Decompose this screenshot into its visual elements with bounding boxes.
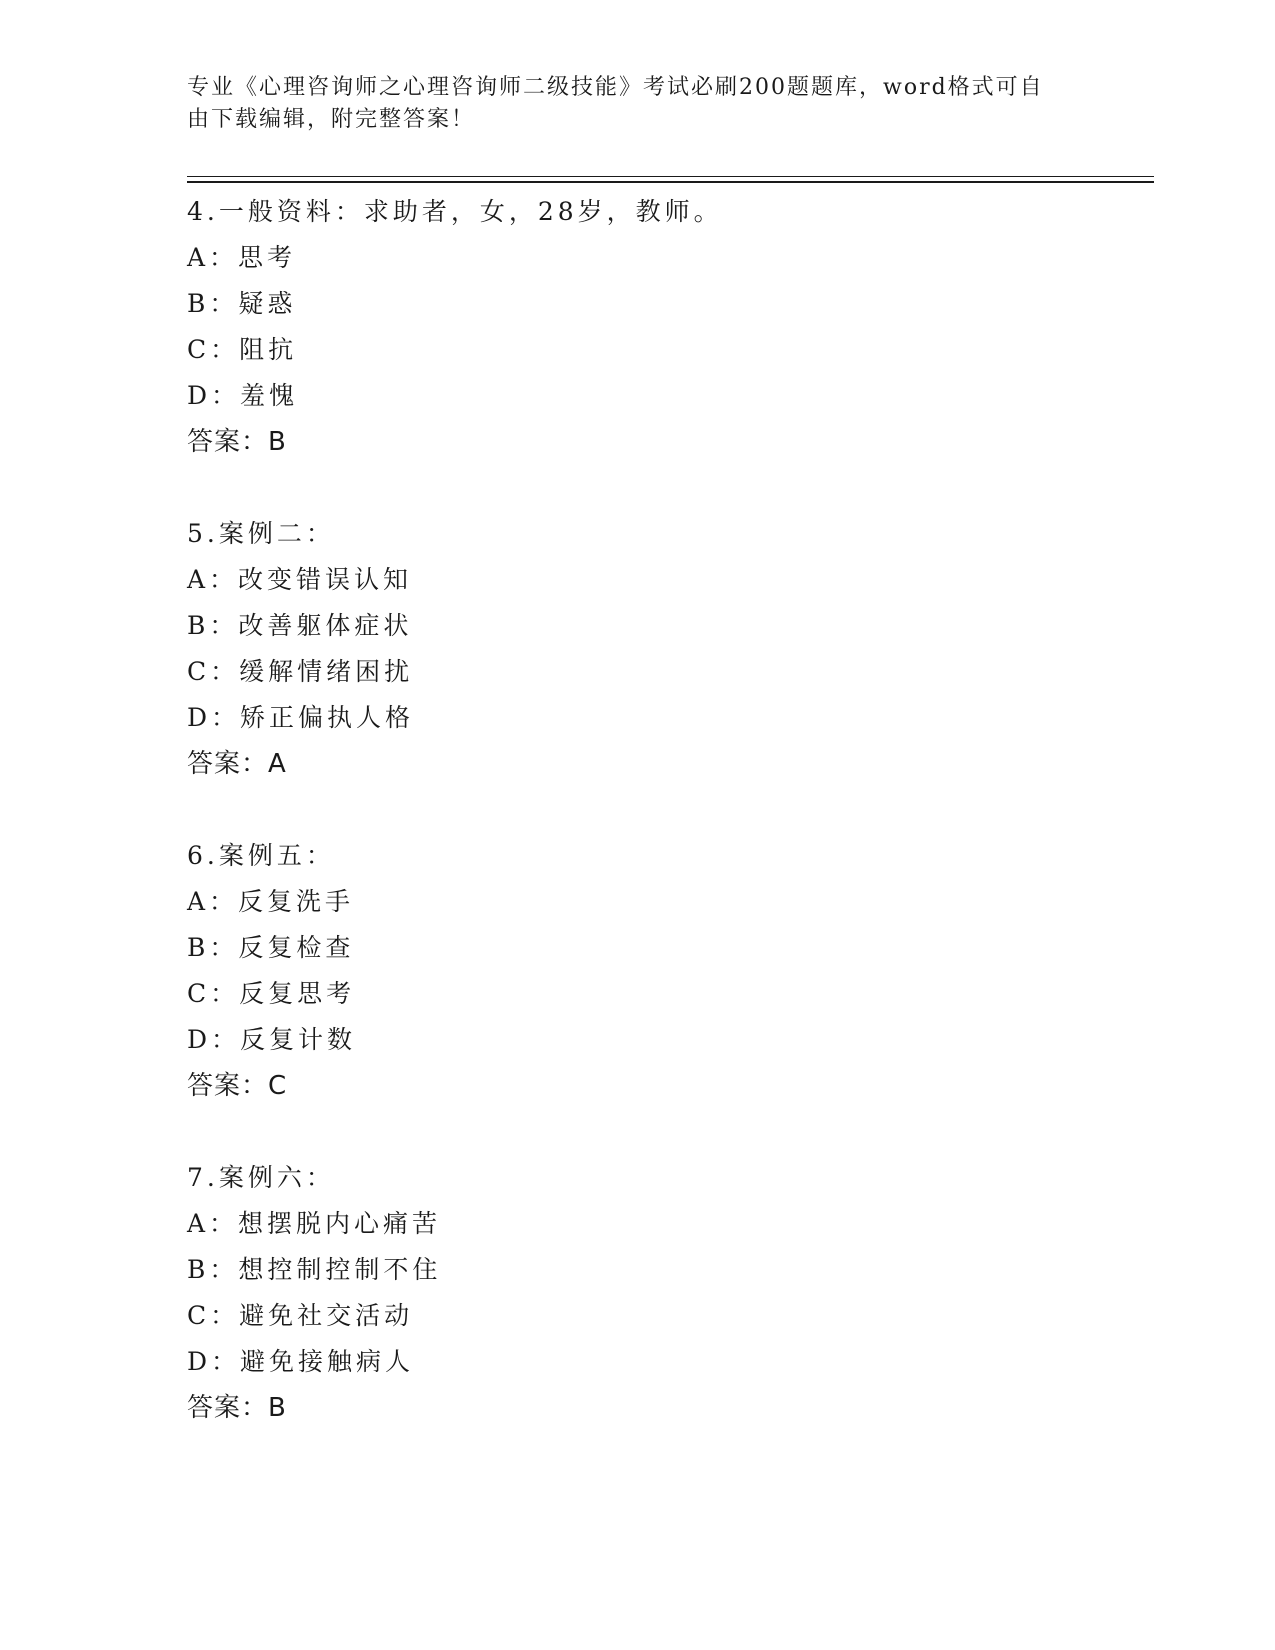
option-b: B：反复检查 [187, 933, 355, 962]
option-d: D：反复计数 [187, 1025, 357, 1054]
answer-line: 答案：C [187, 1071, 288, 1101]
header-divider-thick [187, 181, 1154, 183]
question-block [187, 1155, 1154, 1431]
header-line-2: 由下载编辑，附完整答案！ [187, 107, 476, 132]
answer-line: 答案：A [187, 749, 287, 779]
question-stem: 5.案例二： [187, 519, 335, 548]
header-divider-thin [187, 176, 1154, 177]
option-a: A：反复洗手 [187, 887, 355, 916]
question-list [187, 189, 1154, 1477]
option-b: B：想控制控制不住 [187, 1255, 442, 1284]
option-d: D：避免接触病人 [187, 1347, 415, 1376]
question-block [187, 511, 1154, 787]
option-c: C：反复思考 [187, 979, 356, 1008]
option-a: A：改变错误认知 [187, 565, 413, 594]
question-stem: 6.案例五： [187, 841, 335, 870]
question-block [187, 833, 1154, 1109]
question-stem: 7.案例六： [187, 1163, 335, 1192]
answer-line: 答案：B [187, 427, 287, 457]
option-c: C：避免社交活动 [187, 1301, 414, 1330]
option-c: C：缓解情绪困扰 [187, 657, 414, 686]
answer-line: 答案：B [187, 1393, 287, 1423]
document-header [187, 72, 1067, 136]
option-d: D：矫正偏执人格 [187, 703, 415, 732]
option-b: B：疑惑 [187, 289, 297, 318]
option-a: A：想摆脱内心痛苦 [187, 1209, 442, 1238]
question-stem: 4.一般资料：求助者，女，28岁，教师。 [187, 197, 723, 226]
question-block [187, 189, 1154, 465]
option-b: B：改善躯体症状 [187, 611, 413, 640]
header-line-1: 专业《心理咨询师之心理咨询师二级技能》考试必刷200题题库，word格式可自 [187, 75, 1044, 100]
option-a: A：思考 [187, 243, 297, 272]
option-c: C：阻抗 [187, 335, 298, 364]
option-d: D：羞愧 [187, 381, 299, 410]
